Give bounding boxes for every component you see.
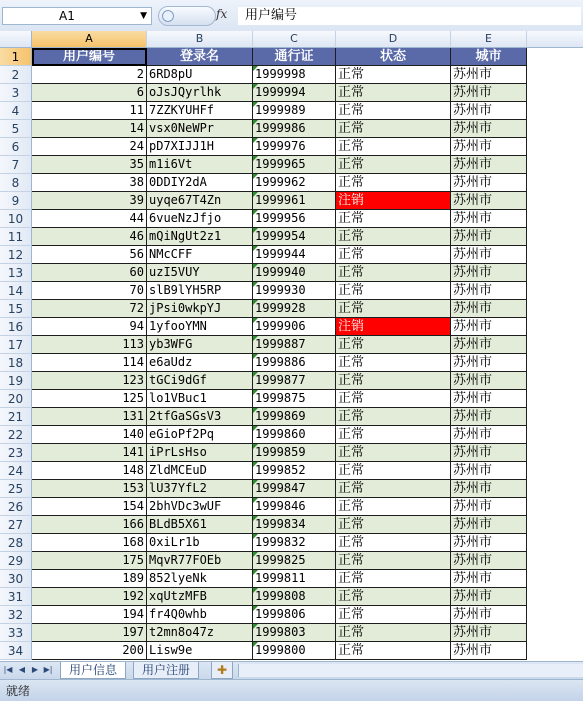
cell-id[interactable]: 46 <box>32 228 147 246</box>
cell-pass[interactable]: 1999928 <box>253 300 336 318</box>
cell-city[interactable]: 苏州市 <box>451 354 527 372</box>
column-header-e[interactable]: E <box>451 31 527 47</box>
table-row <box>0 570 527 588</box>
cell-login[interactable]: ZldMCEuD <box>147 462 253 480</box>
cell-status[interactable]: 正常 <box>336 228 451 246</box>
cell-id[interactable]: 168 <box>32 534 147 552</box>
row-header[interactable]: 27 <box>0 516 32 534</box>
row-header[interactable]: 8 <box>0 174 32 192</box>
cell-login[interactable]: tGCi9dGf <box>147 372 253 390</box>
cell-pass[interactable]: 1999986 <box>253 120 336 138</box>
cell-pass[interactable]: 1999825 <box>253 552 336 570</box>
cell-pass[interactable]: 1999860 <box>253 426 336 444</box>
cell-id[interactable]: 72 <box>32 300 147 318</box>
cell-city[interactable]: 苏州市 <box>451 264 527 282</box>
formula-controls <box>158 5 238 27</box>
function-circle-icon[interactable] <box>162 10 174 22</box>
name-box[interactable] <box>2 7 152 25</box>
cell-city[interactable]: 苏州市 <box>451 480 527 498</box>
chevron-down-icon[interactable]: ▼ <box>140 11 147 21</box>
cell-id[interactable]: 44 <box>32 210 147 228</box>
cell-status[interactable]: 正常 <box>336 84 451 102</box>
cell-id[interactable]: 14 <box>32 120 147 138</box>
table-row <box>0 318 527 336</box>
row-header[interactable]: 34 <box>0 642 32 660</box>
row-header[interactable]: 11 <box>0 228 32 246</box>
header-row <box>0 48 527 66</box>
table-row <box>0 354 527 372</box>
row-header[interactable]: 10 <box>0 210 32 228</box>
select-all-corner[interactable] <box>0 31 32 47</box>
cell-id[interactable]: 60 <box>32 264 147 282</box>
table-row <box>0 66 527 84</box>
cell-login[interactable]: 6vueNzJfjo <box>147 210 253 228</box>
row-header[interactable]: 4 <box>0 102 32 120</box>
cell-pass[interactable]: 1999852 <box>253 462 336 480</box>
cell-id[interactable]: 140 <box>32 426 147 444</box>
column-header-b[interactable]: B <box>147 31 253 47</box>
cell-id[interactable]: 197 <box>32 624 147 642</box>
row-header[interactable]: 25 <box>0 480 32 498</box>
table-row <box>0 552 527 570</box>
row-header[interactable]: 22 <box>0 426 32 444</box>
cell-city[interactable]: 苏州市 <box>451 372 527 390</box>
cell-pass[interactable]: 1999998 <box>253 66 336 84</box>
table-row <box>0 174 527 192</box>
cell-status[interactable]: 正常 <box>336 66 451 84</box>
row-header[interactable]: 31 <box>0 588 32 606</box>
cell-city[interactable]: 苏州市 <box>451 336 527 354</box>
cell-login[interactable]: uyqe67T4Zn <box>147 192 253 210</box>
cell-login[interactable]: Lisw9e <box>147 642 253 660</box>
cell-login[interactable]: iPrLsHso <box>147 444 253 462</box>
formula-input[interactable]: 用户编号 <box>238 7 581 25</box>
cell-id[interactable]: 192 <box>32 588 147 606</box>
cell-status[interactable]: 正常 <box>336 156 451 174</box>
table-row <box>0 192 527 210</box>
cell-login[interactable]: xqUtzMFB <box>147 588 253 606</box>
cell-login[interactable]: yb3WFG <box>147 336 253 354</box>
row-header[interactable]: 12 <box>0 246 32 264</box>
cell-status[interactable]: 正常 <box>336 570 451 588</box>
table-row <box>0 84 527 102</box>
cell-status[interactable]: 正常 <box>336 408 451 426</box>
row-header[interactable]: 7 <box>0 156 32 174</box>
table-row <box>0 516 527 534</box>
row-header[interactable]: 5 <box>0 120 32 138</box>
table-row <box>0 408 527 426</box>
cell-pass[interactable]: 1999808 <box>253 588 336 606</box>
header-cell[interactable]: 登录名 <box>147 48 253 66</box>
cell-pass[interactable]: 1999956 <box>253 210 336 228</box>
cell-login[interactable]: 0xiLr1b <box>147 534 253 552</box>
cell-id[interactable]: 189 <box>32 570 147 588</box>
row-header[interactable]: 28 <box>0 534 32 552</box>
cell-login[interactable]: vsx0NeWPr <box>147 120 253 138</box>
cell-status[interactable]: 正常 <box>336 552 451 570</box>
cell-id[interactable]: 94 <box>32 318 147 336</box>
cell-status[interactable]: 正常 <box>336 102 451 120</box>
cell-status[interactable]: 正常 <box>336 426 451 444</box>
header-cell[interactable]: 城市 <box>451 48 527 66</box>
cell-login[interactable]: jPsi0wkpYJ <box>147 300 253 318</box>
cell-status[interactable]: 正常 <box>336 372 451 390</box>
cell-city[interactable]: 苏州市 <box>451 570 527 588</box>
formula-bar <box>0 0 583 32</box>
table-row <box>0 282 527 300</box>
row-header[interactable]: 18 <box>0 354 32 372</box>
column-header-c[interactable]: C <box>253 31 336 47</box>
cell-city[interactable]: 苏州市 <box>451 228 527 246</box>
cell-login[interactable]: 1yfooYMN <box>147 318 253 336</box>
cell-pass[interactable]: 1999859 <box>253 444 336 462</box>
cell-status[interactable]: 正常 <box>336 390 451 408</box>
table-row <box>0 336 527 354</box>
cell-login[interactable]: t2mn8o47z <box>147 624 253 642</box>
row-header[interactable]: 32 <box>0 606 32 624</box>
row-header[interactable]: 24 <box>0 462 32 480</box>
cell-status[interactable]: 正常 <box>336 210 451 228</box>
cell-id[interactable]: 39 <box>32 192 147 210</box>
row-header[interactable]: 30 <box>0 570 32 588</box>
cell-login[interactable]: 6RD8pU <box>147 66 253 84</box>
column-header-d[interactable]: D <box>336 31 451 47</box>
cell-pass[interactable]: 1999961 <box>253 192 336 210</box>
cell-login[interactable]: 7ZZKYUHFf <box>147 102 253 120</box>
table-row <box>0 138 527 156</box>
cell-city[interactable]: 苏州市 <box>451 552 527 570</box>
cell-city[interactable]: 苏州市 <box>451 624 527 642</box>
cell-city[interactable]: 苏州市 <box>451 282 527 300</box>
cell-id[interactable]: 141 <box>32 444 147 462</box>
cell-status[interactable]: 正常 <box>336 534 451 552</box>
cell-id[interactable]: 35 <box>32 156 147 174</box>
cell-id[interactable]: 6 <box>32 84 147 102</box>
cell-id[interactable]: 123 <box>32 372 147 390</box>
cell-status[interactable]: 正常 <box>336 516 451 534</box>
cell-status[interactable]: 正常 <box>336 480 451 498</box>
row-header[interactable]: 26 <box>0 498 32 516</box>
table-row <box>0 120 527 138</box>
cell-id[interactable]: 148 <box>32 462 147 480</box>
cell-status[interactable]: 正常 <box>336 444 451 462</box>
cell-city[interactable]: 苏州市 <box>451 588 527 606</box>
cell-login[interactable]: slB9lYH5RP <box>147 282 253 300</box>
header-cell[interactable]: 状态 <box>336 48 451 66</box>
row-header[interactable]: 1 <box>0 48 32 66</box>
cell-pass[interactable]: 1999803 <box>253 624 336 642</box>
cell-city[interactable]: 苏州市 <box>451 444 527 462</box>
row-header[interactable]: 20 <box>0 390 32 408</box>
cell-pass[interactable]: 1999940 <box>253 264 336 282</box>
row-header[interactable]: 3 <box>0 84 32 102</box>
sheet-tab-bar <box>0 661 583 680</box>
cell-city[interactable]: 苏州市 <box>451 66 527 84</box>
row-header[interactable]: 33 <box>0 624 32 642</box>
tab-user-info[interactable] <box>60 662 126 679</box>
cell-pass[interactable]: 1999811 <box>253 570 336 588</box>
cell-id[interactable]: 200 <box>32 642 147 660</box>
table-row <box>0 498 527 516</box>
tab-user-register[interactable] <box>133 662 199 679</box>
table-row <box>0 642 527 660</box>
cell-id[interactable]: 131 <box>32 408 147 426</box>
cell-login[interactable]: lU37YfL2 <box>147 480 253 498</box>
formula-buttons[interactable] <box>158 6 216 26</box>
cell-city[interactable]: 苏州市 <box>451 642 527 660</box>
table-row <box>0 588 527 606</box>
cell-status[interactable]: 正常 <box>336 282 451 300</box>
cell-city[interactable]: 苏州市 <box>451 174 527 192</box>
cell-login[interactable]: fr4Q0whb <box>147 606 253 624</box>
cell-city[interactable]: 苏州市 <box>451 426 527 444</box>
table-row <box>0 606 527 624</box>
status-text: 就绪 <box>6 684 31 698</box>
cell-city[interactable]: 苏州市 <box>451 246 527 264</box>
cell-city[interactable]: 苏州市 <box>451 516 527 534</box>
row-header[interactable]: 19 <box>0 372 32 390</box>
cell-status[interactable]: 正常 <box>336 606 451 624</box>
cell-city[interactable]: 苏州市 <box>451 156 527 174</box>
row-header[interactable]: 16 <box>0 318 32 336</box>
cell-login[interactable]: e6aUdz <box>147 354 253 372</box>
table-row <box>0 264 527 282</box>
status-bar <box>0 679 583 701</box>
row-header[interactable]: 13 <box>0 264 32 282</box>
row-header[interactable]: 23 <box>0 444 32 462</box>
cell-city[interactable]: 苏州市 <box>451 390 527 408</box>
table-row <box>0 444 527 462</box>
cell-login[interactable]: 0DDIY2dA <box>147 174 253 192</box>
cell-city[interactable]: 苏州市 <box>451 534 527 552</box>
tab-label: 用户注册 <box>142 663 191 677</box>
cell-id[interactable]: 2 <box>32 66 147 84</box>
cell-id[interactable]: 70 <box>32 282 147 300</box>
new-sheet-icon[interactable]: ✚ <box>211 662 233 679</box>
cell-pass[interactable]: 1999832 <box>253 534 336 552</box>
row-header[interactable]: 2 <box>0 66 32 84</box>
cell-status[interactable]: 正常 <box>336 354 451 372</box>
cell-login[interactable]: BLdB5X61 <box>147 516 253 534</box>
cell-pass[interactable]: 1999834 <box>253 516 336 534</box>
table-row <box>0 426 527 444</box>
cell-pass[interactable]: 1999846 <box>253 498 336 516</box>
cell-status[interactable]: 正常 <box>336 300 451 318</box>
cell-city[interactable]: 苏州市 <box>451 606 527 624</box>
row-header[interactable]: 29 <box>0 552 32 570</box>
cell-pass[interactable]: 1999847 <box>253 480 336 498</box>
column-headers <box>0 31 583 48</box>
cell-status[interactable]: 正常 <box>336 624 451 642</box>
cell-status[interactable]: 正常 <box>336 498 451 516</box>
row-header[interactable]: 15 <box>0 300 32 318</box>
cell-city[interactable]: 苏州市 <box>451 462 527 480</box>
cell-city[interactable]: 苏州市 <box>451 210 527 228</box>
row-header[interactable]: 6 <box>0 138 32 156</box>
cell-id[interactable]: 38 <box>32 174 147 192</box>
cell-status[interactable]: 正常 <box>336 246 451 264</box>
cell-login[interactable]: MqvR77FOEb <box>147 552 253 570</box>
cell-pass[interactable]: 1999800 <box>253 642 336 660</box>
cell-city[interactable]: 苏州市 <box>451 192 527 210</box>
first-sheet-icon[interactable]: |◀ <box>3 665 13 674</box>
table-row <box>0 462 527 480</box>
cell-pass[interactable]: 1999976 <box>253 138 336 156</box>
cell-status[interactable]: 正常 <box>336 138 451 156</box>
cell-pass[interactable]: 1999869 <box>253 408 336 426</box>
row-header[interactable]: 9 <box>0 192 32 210</box>
cell-status[interactable]: 正常 <box>336 462 451 480</box>
table-row <box>0 624 527 642</box>
row-header[interactable]: 14 <box>0 282 32 300</box>
row-header[interactable]: 21 <box>0 408 32 426</box>
cell-pass[interactable]: 1999930 <box>253 282 336 300</box>
prev-sheet-icon[interactable]: ◀ <box>18 665 26 674</box>
cell-login[interactable]: uzI5VUY <box>147 264 253 282</box>
cell-city[interactable]: 苏州市 <box>451 84 527 102</box>
table-row <box>0 372 527 390</box>
horizontal-scrollbar[interactable] <box>238 664 583 677</box>
cell-city[interactable]: 苏州市 <box>451 300 527 318</box>
cell-id[interactable]: 125 <box>32 390 147 408</box>
cell-city[interactable]: 苏州市 <box>451 408 527 426</box>
cell-pass[interactable]: 1999887 <box>253 336 336 354</box>
cell-login[interactable]: oJsJQyrlhk <box>147 84 253 102</box>
cell-pass[interactable]: 1999965 <box>253 156 336 174</box>
cell-status[interactable]: 正常 <box>336 336 451 354</box>
cell-pass[interactable]: 1999906 <box>253 318 336 336</box>
row-header[interactable]: 17 <box>0 336 32 354</box>
last-sheet-icon[interactable]: ▶| <box>43 665 53 674</box>
insert-function-icon[interactable]: fx <box>216 7 228 21</box>
cell-status[interactable]: 正常 <box>336 264 451 282</box>
header-cell[interactable]: 用户编号 <box>32 48 147 66</box>
cell-status[interactable]: 正常 <box>336 588 451 606</box>
cell-id[interactable]: 175 <box>32 552 147 570</box>
cell-id[interactable]: 11 <box>32 102 147 120</box>
cell-id[interactable]: 56 <box>32 246 147 264</box>
spreadsheet-grid <box>0 31 583 661</box>
cell-pass[interactable]: 1999994 <box>253 84 336 102</box>
cell-login[interactable]: m1i6Vt <box>147 156 253 174</box>
table-row <box>0 390 527 408</box>
next-sheet-icon[interactable]: ▶ <box>31 665 39 674</box>
cell-login[interactable]: 2tfGaSGsV3 <box>147 408 253 426</box>
cell-pass[interactable]: 1999944 <box>253 246 336 264</box>
cell-id[interactable]: 114 <box>32 354 147 372</box>
table-row <box>0 300 527 318</box>
cell-pass[interactable]: 1999877 <box>253 372 336 390</box>
cell-pass[interactable]: 1999954 <box>253 228 336 246</box>
table-row <box>0 534 527 552</box>
cell-id[interactable]: 153 <box>32 480 147 498</box>
cell-status[interactable]: 注销 <box>336 318 451 336</box>
column-header-a[interactable]: A <box>32 31 147 47</box>
cell-pass[interactable]: 1999886 <box>253 354 336 372</box>
table-row <box>0 156 527 174</box>
cell-pass[interactable]: 1999962 <box>253 174 336 192</box>
cell-login[interactable]: mQiNgUt2z1 <box>147 228 253 246</box>
cell-id[interactable]: 166 <box>32 516 147 534</box>
cell-city[interactable]: 苏州市 <box>451 138 527 156</box>
cell-status[interactable]: 正常 <box>336 642 451 660</box>
cell-status[interactable]: 注销 <box>336 192 451 210</box>
cell-id[interactable]: 194 <box>32 606 147 624</box>
cell-login[interactable]: 852lyeNk <box>147 570 253 588</box>
table-row <box>0 246 527 264</box>
cell-pass[interactable]: 1999875 <box>253 390 336 408</box>
cell-login[interactable]: NMcCFF <box>147 246 253 264</box>
cell-city[interactable]: 苏州市 <box>451 318 527 336</box>
cell-city[interactable]: 苏州市 <box>451 102 527 120</box>
table-row <box>0 210 527 228</box>
cell-login[interactable]: lo1VBuc1 <box>147 390 253 408</box>
cell-login[interactable]: eGioPf2Pq <box>147 426 253 444</box>
cell-id[interactable]: 154 <box>32 498 147 516</box>
cell-id[interactable]: 113 <box>32 336 147 354</box>
tab-label: 用户信息 <box>69 663 118 677</box>
cell-city[interactable]: 苏州市 <box>451 120 527 138</box>
header-cell[interactable]: 通行证 <box>253 48 336 66</box>
cell-pass[interactable]: 1999806 <box>253 606 336 624</box>
name-box-value: A1 <box>59 9 75 23</box>
cell-login[interactable]: 2bhVDc3wUF <box>147 498 253 516</box>
cell-pass[interactable]: 1999989 <box>253 102 336 120</box>
cell-id[interactable]: 24 <box>32 138 147 156</box>
cell-login[interactable]: pD7XIJJ1H <box>147 138 253 156</box>
table-row <box>0 228 527 246</box>
cell-city[interactable]: 苏州市 <box>451 498 527 516</box>
cell-status[interactable]: 正常 <box>336 120 451 138</box>
table-row <box>0 102 527 120</box>
table-row <box>0 480 527 498</box>
cell-status[interactable]: 正常 <box>336 174 451 192</box>
